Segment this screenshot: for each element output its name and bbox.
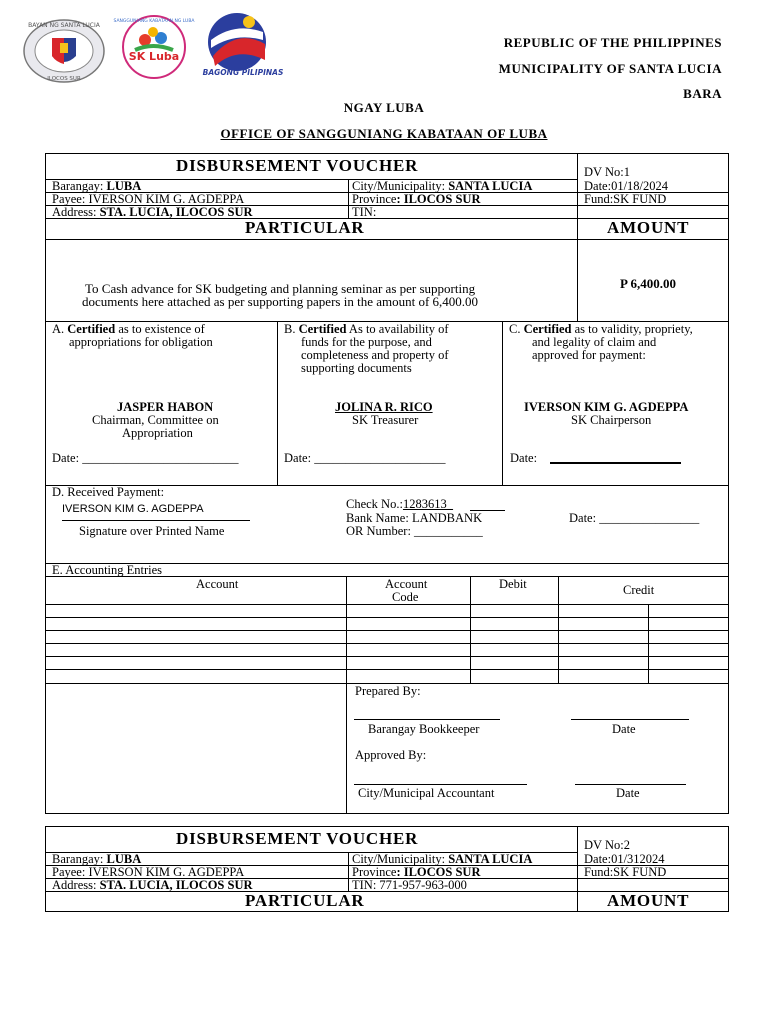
date-field: Date:01/18/2024 [584,179,669,193]
col-account-code-1: Account [385,577,428,591]
bank-name: Bank Name: LANDBANK [346,511,483,525]
svg-text:SK Luba: SK Luba [128,50,180,63]
or-number: OR Number: ___________ [346,524,483,538]
bookkeeper-label: Barangay Bookkeeper [368,722,480,736]
bayan-ng-santa-lucia-seal [22,18,106,84]
bagong-pilipinas-logo [201,10,287,78]
dv-number: DV No:1 [584,165,630,179]
dv2-fund-field: Fund:SK FUND [584,865,667,879]
payee-field: Payee: IVERSON KIM G. AGDEPPA [52,192,245,206]
col-credit: Credit [623,583,655,597]
particular-line-2: documents here attached as per supporting papers in the amount of 6,400.00 [82,294,479,309]
amount-value: P 6,400.00 [620,276,676,291]
tin-field: TIN: [352,205,377,219]
svg-text:ILOCOS SUR: ILOCOS SUR [47,76,81,82]
cert-a-role-1: Chairman, Committee on [92,413,219,427]
cert-a-signer: JASPER HABON [117,400,214,414]
received-date: Date: ________________ [569,511,700,525]
received-label: D. Received Payment: [52,485,165,499]
office-heading: OFFICE OF SANGGUNIANG KABATAAN OF LUBA [220,126,548,141]
cert-b-text-2: funds for the purpose, and [301,335,432,349]
bara-heading: BARA [683,86,722,101]
particular-heading: PARTICULAR [245,218,365,237]
barangay-field: Barangay: LUBA [52,179,142,193]
dv2-payee-field: Payee: IVERSON KIM G. AGDEPPA [52,865,245,879]
col-account: Account [196,577,239,591]
cert-c-date: Date: [510,451,538,465]
prepared-date-label: Date [612,722,636,736]
col-account-code-2: Code [392,590,419,604]
accounting-label: E. Accounting Entries [52,563,163,577]
cert-a-text-2: appropriations for obligation [69,335,213,349]
dv2-address-field: Address: STA. LUCIA, ILOCOS SUR [52,878,253,892]
republic-heading: REPUBLIC OF THE PHILIPPINES [503,35,722,50]
accountant-label: City/Municipal Accountant [358,786,495,800]
svg-text:BAYAN NG SANTA LUCIA: BAYAN NG SANTA LUCIA [28,22,100,29]
dv2-number: DV No:2 [584,838,630,852]
check-number: Check No.:1283613_ [346,497,453,511]
svg-text:BAGONG PILIPINAS: BAGONG PILIPINAS [202,68,284,77]
col-debit: Debit [499,577,527,591]
dv2-barangay-field: Barangay: LUBA [52,852,142,866]
cert-c-text-1: C. Certified as to validity, propriety, [509,322,693,336]
cert-b-signer: JOLINA R. RICO [335,400,433,414]
city-field: City/Municipality: SANTA LUCIA [352,179,533,193]
cert-b-text-4: supporting documents [301,361,412,375]
signature-caption: Signature over Printed Name [79,524,225,538]
voucher-1 [45,153,729,814]
cert-c-signer: IVERSON KIM G. AGDEPPA [524,400,689,414]
fund-field: Fund:SK FUND [584,192,667,206]
province-field: Province: ILOCOS SUR [352,192,481,206]
approved-date-label: Date [616,786,640,800]
cert-a-date: Date: _________________________ [52,451,239,465]
cert-b-date: Date: _____________________ [284,451,446,465]
dv2-date-field: Date:01/312024 [584,852,665,866]
voucher-2-title: DISBURSEMENT VOUCHER [176,829,419,848]
cert-c-text-3: approved for payment: [532,348,646,362]
cert-a-text-1: A. Certified as to existence of [52,322,205,336]
address-field: Address: STA. LUCIA, ILOCOS SUR [52,205,253,219]
dv2-tin-field: TIN: 771-957-963-000 [352,878,467,892]
approved-by-label: Approved By: [355,748,427,762]
svg-text:SANGGUNIANG KABATAAN NG LUBA: SANGGUNIANG KABATAAN NG LUBA [113,19,195,24]
amount-heading: AMOUNT [607,218,690,237]
prepared-by-label: Prepared By: [355,684,421,698]
municipality-heading: MUNICIPALITY OF SANTA LUCIA [498,61,722,76]
dv2-city-field: City/Municipality: SANTA LUCIA [352,852,533,866]
cert-b-text-1: B. Certified As to availability of [284,322,449,336]
cert-a-role-2: Appropriation [122,426,193,440]
voucher-1-title: DISBURSEMENT VOUCHER [176,156,419,175]
cert-b-role: SK Treasurer [352,413,419,427]
sk-luba-logo [113,14,195,80]
received-signature-line [62,520,250,521]
dv2-particular-heading: PARTICULAR [245,891,365,910]
particular-line-1: To Cash advance for SK budgeting and planning seminar as per supporting [85,281,476,296]
received-name: IVERSON KIM G. AGDEPPA [62,503,204,515]
cert-c-date-line [550,462,681,464]
cert-c-text-2: and legality of claim and [532,335,657,349]
cert-b-text-3: completeness and property of [301,348,449,362]
cert-c-role: SK Chairperson [571,413,652,427]
dv2-province-field: Province: ILOCOS SUR [352,865,481,879]
ngay-luba-heading: NGAY LUBA [343,100,425,115]
dv2-amount-heading: AMOUNT [607,891,690,910]
